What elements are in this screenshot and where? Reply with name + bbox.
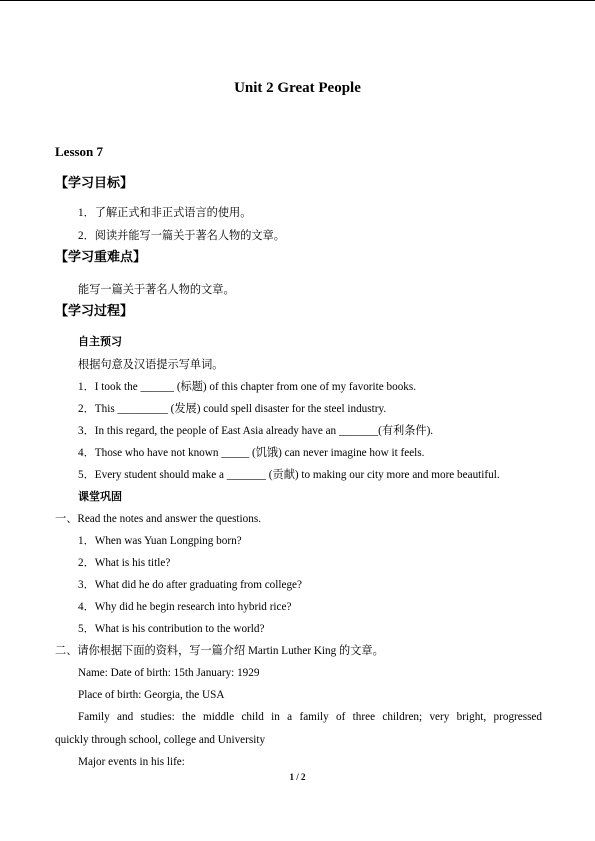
document-title: Unit 2 Great People <box>234 80 361 96</box>
name-line: Name: Date of birth: 15th January: 1929 <box>78 667 260 679</box>
preview-item: 1．I took the ______ (标题) of this chapter from one of my favorite books. <box>78 381 417 393</box>
goal-item: 2．阅读并能写一篇关于著名人物的文章。 <box>78 230 285 242</box>
section-heading-process: 【学习过程】 <box>55 304 134 319</box>
part2-heading: 二、请你根据下面的资料，写一篇介绍 Martin Luther King 的文章。 <box>55 645 384 657</box>
page-top-border <box>0 0 595 1</box>
key-point-text: 能写一篇关于著名人物的文章。 <box>78 284 235 296</box>
question-item: 3．What did he do after graduating from college? <box>78 579 302 591</box>
part1-heading: 一、Read the notes and answer the questions. <box>55 513 261 525</box>
preview-item: 3．In this regard, the people of East Asia already have an _______(有利条件). <box>78 425 434 437</box>
preview-item: 4．Those who have not known _____ (饥饿) can never imagine how it feels. <box>78 447 425 459</box>
page-number: 1 / 2 <box>289 772 306 782</box>
place-line: Place of birth: Georgia, the USA <box>78 689 225 701</box>
family-line-continued: quickly through school, college and University <box>55 734 266 746</box>
family-line: Family and studies: the middle child in a family of three children; very bright, progressed <box>78 711 542 723</box>
question-item: 5．What is his contribution to the world? <box>78 623 265 635</box>
consolidation-label: 课堂巩固 <box>78 490 122 503</box>
events-line: Major events in his life: <box>78 756 185 768</box>
question-item: 4．Why did he begin research into hybrid rice? <box>78 601 292 613</box>
goal-item: 1．了解正式和非正式语言的使用。 <box>78 207 252 219</box>
preview-item: 5．Every student should make a _______ (贡献) to making our city more and more beautiful. <box>78 469 500 481</box>
preview-label: 自主预习 <box>78 335 122 348</box>
preview-item: 2．This _________ (发展) could spell disaster for the steel industry. <box>78 403 387 415</box>
preview-instruction: 根据句意及汉语提示写单词。 <box>78 359 224 371</box>
section-heading-goals: 【学习目标】 <box>55 176 134 191</box>
question-item: 2．What is his title? <box>78 557 171 569</box>
question-item: 1．When was Yuan Longping born? <box>78 535 242 547</box>
lesson-heading: Lesson 7 <box>55 144 104 159</box>
section-heading-key-points: 【学习重难点】 <box>55 250 147 265</box>
